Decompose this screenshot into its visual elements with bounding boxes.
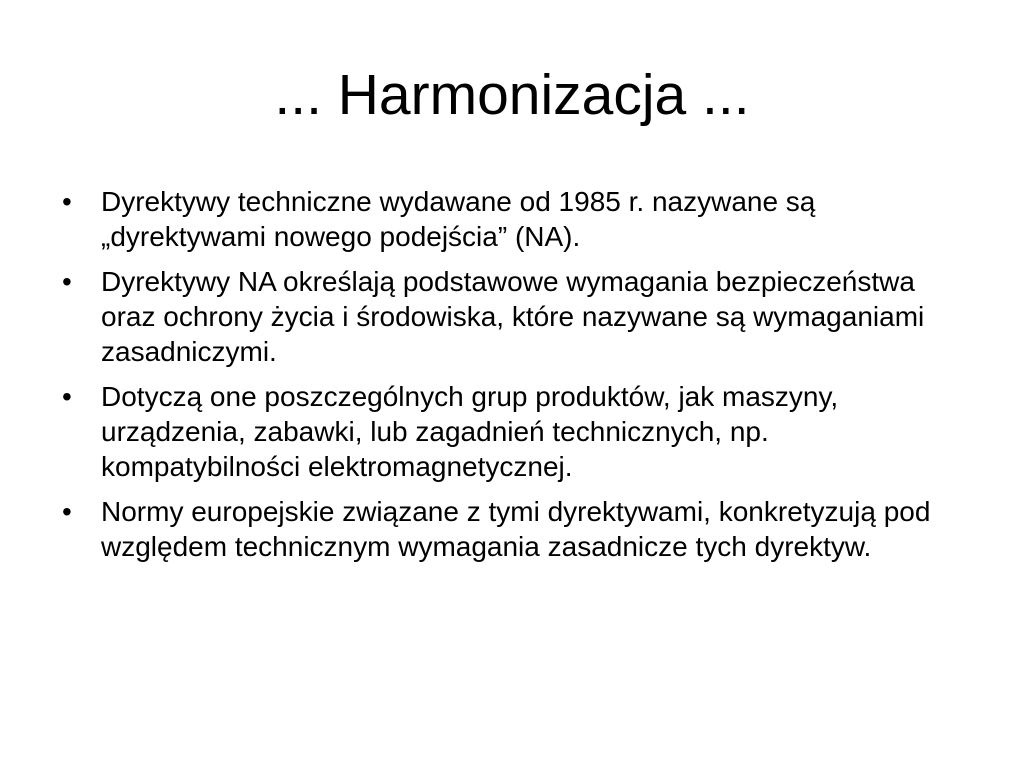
bullet-marker: • (62, 266, 72, 297)
slide-title: ... Harmonizacja ... (274, 63, 750, 127)
bullet-text: Dotyczą one poszczególnych grup produktów, jak maszyny, urządzenia, zabawki, lub zagadnień technicznych, np. kompatybilności elektromagnetycznej. (101, 381, 839, 482)
bullet-item (58, 264, 968, 369)
bullet-item (58, 494, 968, 564)
bullet-text: Dyrektywy NA określają podstawowe wymagania bezpieczeństwa oraz ochrony życia i środowiska, które nazywane są wymaganiami zasadniczymi. (101, 266, 925, 367)
bullet-text: Normy europejskie związane z tymi dyrektywami, konkretyzują pod względem technicznym wymagania zasadnicze tych dyrektyw. (101, 496, 931, 562)
bullet-marker: • (62, 381, 72, 412)
bullet-item (58, 379, 968, 484)
bullet-list (58, 184, 968, 574)
bullet-marker: • (62, 186, 72, 217)
bullet-item (58, 184, 968, 254)
bullet-text: Dyrektywy techniczne wydawane od 1985 r. nazywane są „dyrektywami nowego podejścia” (NA). (101, 186, 816, 252)
bullet-marker: • (62, 496, 72, 527)
